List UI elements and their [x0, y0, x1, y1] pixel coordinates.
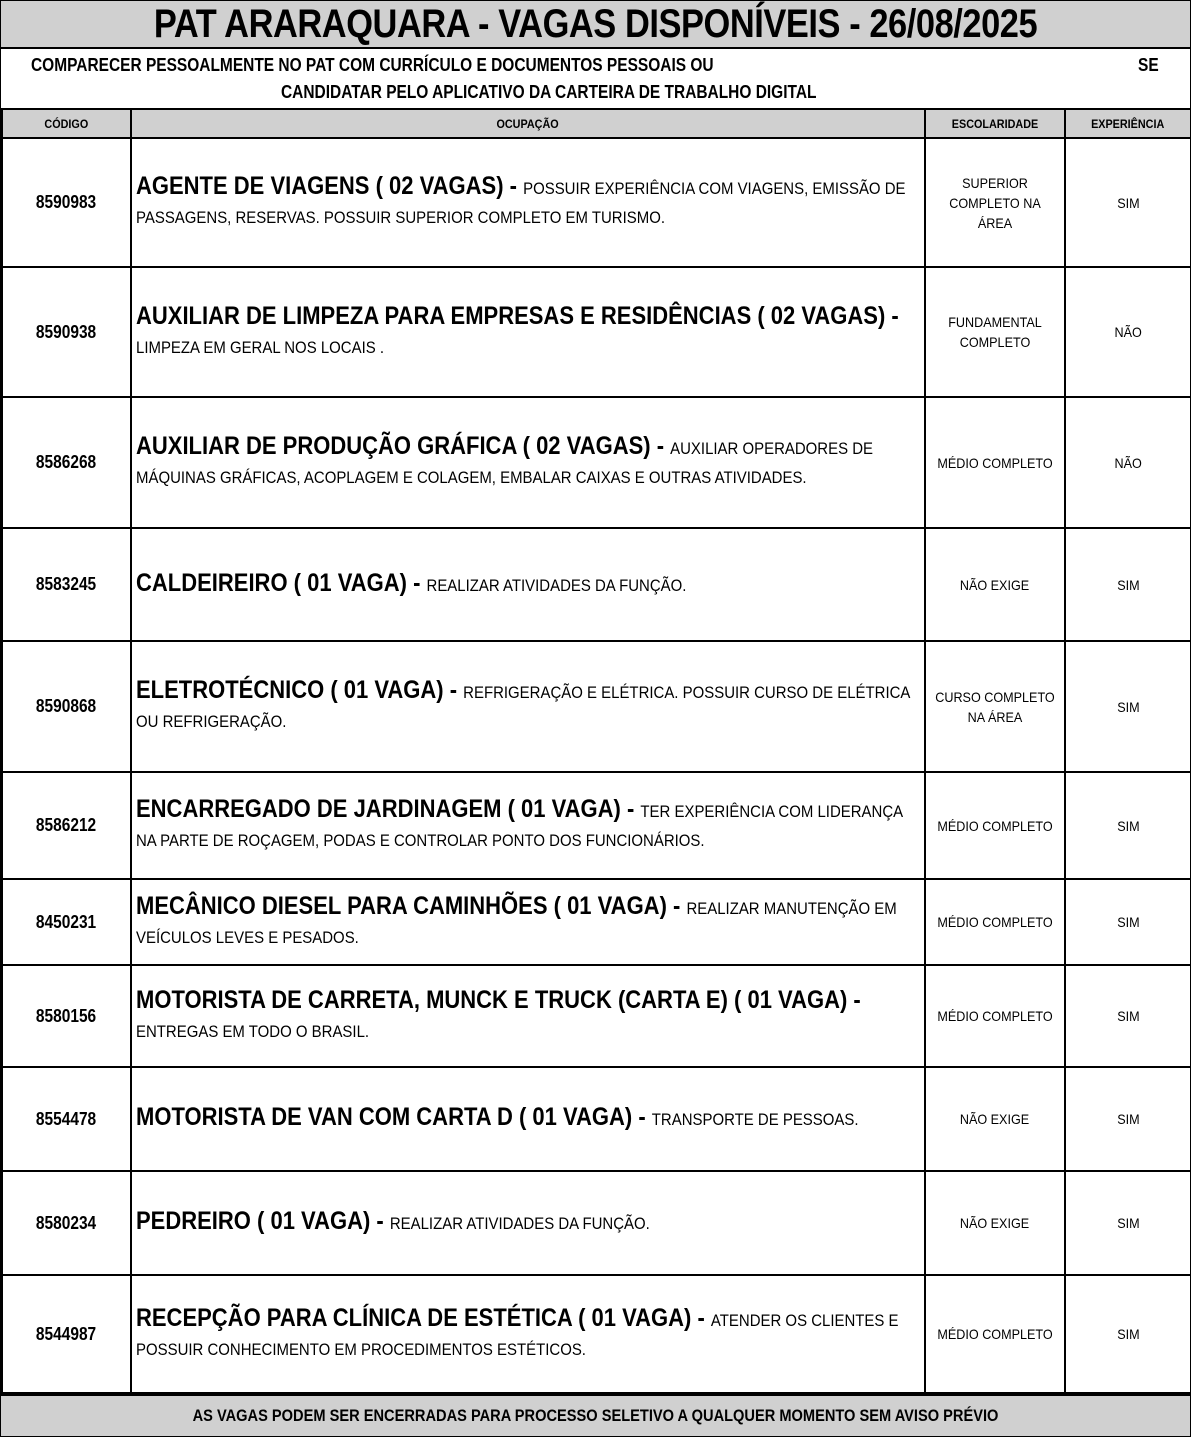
job-code: 8580156	[36, 1005, 97, 1026]
table-row	[2, 641, 1191, 772]
page-title-bar	[1, 1, 1190, 49]
education-requirement: FUNDAMENTAL COMPLETO	[948, 314, 1042, 350]
job-title: CALDEIREIRO ( 01 VAGA) -	[136, 568, 427, 597]
experience-requirement: SIM	[1116, 698, 1140, 715]
experience-cell	[1065, 1171, 1191, 1275]
column-header-code	[2, 110, 131, 138]
job-description: ENTREGAS EM TODO O BRASIL.	[136, 1021, 370, 1041]
job-code: 8583245	[36, 574, 97, 594]
education-cell	[925, 641, 1065, 772]
job-code-cell	[2, 1275, 131, 1393]
job-description: TER EXPERIÊNCIA COM LIDERANÇA NA PARTE DE ROÇAGEM, PODAS E CONTROLAR PONTO DOS FUNCIONÁRIOS.	[136, 802, 903, 850]
education-requirement: NÃO EXIGE	[960, 576, 1030, 593]
notice-line-2: CANDIDATAR PELO APLICATIVO DA CARTEIRA DE TRABALHO DIGITAL	[281, 82, 817, 102]
job-code: 8450231	[36, 911, 97, 932]
education-requirement: MÉDIO COMPLETO	[937, 817, 1053, 834]
education-cell	[925, 879, 1065, 965]
notice-line-1: COMPARECER PESSOALMENTE NO PAT COM CURRÍCULO E DOCUMENTOS PESSOAIS OU	[31, 55, 714, 75]
table-header-row	[2, 110, 1191, 138]
experience-cell	[1065, 528, 1191, 641]
job-code: 8590983	[36, 192, 97, 212]
column-header-experience	[1065, 110, 1191, 138]
job-code: 8586268	[36, 452, 97, 472]
job-code-cell	[2, 1067, 131, 1171]
education-cell	[925, 1171, 1065, 1275]
experience-requirement: SIM	[1116, 1111, 1140, 1127]
experience-cell	[1065, 138, 1191, 267]
job-description: REALIZAR ATIVIDADES DA FUNÇÃO.	[426, 575, 687, 595]
job-code-cell	[2, 397, 131, 528]
job-description: TRANSPORTE DE PESSOAS.	[651, 1110, 859, 1129]
job-title: PEDREIRO ( 01 VAGA) -	[136, 1207, 390, 1235]
notice-se: SE	[1138, 55, 1159, 75]
job-description: ATENDER OS CLIENTES E POSSUIR CONHECIMENTO EM PROCEDIMENTOS ESTÉTICOS.	[136, 1310, 899, 1359]
job-description: POSSUIR EXPERIÊNCIA COM VIAGENS, EMISSÃO DE PASSAGENS, RESERVAS. POSSUIR SUPERIOR COMPLETO EM TURISMO.	[136, 179, 906, 227]
job-title: MOTORISTA DE VAN COM CARTA D ( 01 VAGA) -	[136, 1103, 652, 1131]
education-requirement: MÉDIO COMPLETO	[937, 1008, 1053, 1024]
job-code-cell	[2, 772, 131, 879]
experience-requirement: SIM	[1116, 194, 1140, 211]
experience-cell	[1065, 965, 1191, 1067]
occupation-cell	[131, 138, 925, 267]
experience-requirement: SIM	[1116, 914, 1140, 930]
education-requirement: MÉDIO COMPLETO	[937, 454, 1053, 471]
occupation-cell	[131, 965, 925, 1067]
occupation-cell	[131, 267, 925, 397]
column-header-occupation-label: OCUPAÇÃO	[496, 116, 560, 131]
job-title: MECÂNICO DIESEL PARA CAMINHÕES ( 01 VAGA) -	[136, 891, 687, 920]
table-row	[2, 965, 1191, 1067]
occupation-cell	[131, 879, 925, 965]
occupation-cell	[131, 1275, 925, 1393]
vacancies-table	[1, 110, 1191, 1394]
experience-requirement: SIM	[1116, 1008, 1140, 1024]
job-title: AUXILIAR DE PRODUÇÃO GRÁFICA ( 02 VAGAS) -	[136, 432, 671, 460]
job-code-cell	[2, 641, 131, 772]
experience-cell	[1065, 641, 1191, 772]
job-title: ELETROTÉCNICO ( 01 VAGA) -	[136, 676, 464, 704]
experience-cell	[1065, 397, 1191, 528]
experience-cell	[1065, 772, 1191, 879]
job-description: REALIZAR ATIVIDADES DA FUNÇÃO.	[389, 1214, 650, 1233]
experience-cell	[1065, 879, 1191, 965]
experience-requirement: NÃO	[1114, 324, 1142, 340]
education-requirement: MÉDIO COMPLETO	[937, 914, 1053, 930]
education-cell	[925, 397, 1065, 528]
job-description: REFRIGERAÇÃO E ELÉTRICA. POSSUIR CURSO DE ELÉTRICA OU REFRIGERAÇÃO.	[136, 683, 910, 731]
table-row	[2, 397, 1191, 528]
job-title: ENCARREGADO DE JARDINAGEM ( 01 VAGA) -	[136, 795, 641, 823]
table-row	[2, 772, 1191, 879]
column-header-occupation	[131, 110, 925, 138]
job-code-cell	[2, 138, 131, 267]
experience-requirement: SIM	[1116, 1215, 1140, 1231]
column-header-experience-label: EXPERIÊNCIA	[1091, 116, 1165, 131]
table-row	[2, 528, 1191, 641]
table-row	[2, 1171, 1191, 1275]
job-description: LIMPEZA EM GERAL NOS LOCAIS .	[136, 337, 385, 357]
experience-cell	[1065, 1275, 1191, 1393]
column-header-code-label: CÓDIGO	[44, 116, 89, 131]
education-cell	[925, 1067, 1065, 1171]
education-requirement: MÉDIO COMPLETO	[937, 1326, 1053, 1342]
job-code-cell	[2, 1171, 131, 1275]
job-code-cell	[2, 267, 131, 397]
job-code: 8580234	[36, 1212, 97, 1233]
table-row	[2, 267, 1191, 397]
job-title: MOTORISTA DE CARRETA, MUNCK E TRUCK (CARTA E) ( 01 VAGA) -	[136, 985, 861, 1014]
education-requirement: NÃO EXIGE	[960, 1215, 1030, 1231]
education-cell	[925, 965, 1065, 1067]
job-code: 8586212	[36, 815, 97, 835]
job-title: RECEPÇÃO PARA CLÍNICA DE ESTÉTICA ( 01 VAGA) -	[136, 1303, 711, 1332]
job-title: AGENTE DE VIAGENS ( 02 VAGAS) -	[136, 172, 524, 200]
education-requirement: NÃO EXIGE	[960, 1111, 1030, 1127]
experience-requirement: NÃO	[1114, 454, 1142, 471]
experience-cell	[1065, 267, 1191, 397]
table-row	[2, 1275, 1191, 1393]
job-code: 8544987	[36, 1323, 97, 1344]
occupation-cell	[131, 397, 925, 528]
occupation-cell	[131, 772, 925, 879]
table-row	[2, 879, 1191, 965]
job-description: REALIZAR MANUTENÇÃO EM VEÍCULOS LEVES E PESADOS.	[136, 898, 897, 947]
job-code: 8554478	[36, 1108, 97, 1129]
education-requirement: SUPERIOR COMPLETO NA ÁREA	[949, 174, 1041, 231]
job-code-cell	[2, 879, 131, 965]
footer-disclaimer-bar	[1, 1394, 1190, 1436]
education-cell	[925, 1275, 1065, 1393]
job-code: 8590938	[36, 321, 97, 342]
occupation-cell	[131, 641, 925, 772]
column-header-education-label: ESCOLARIDADE	[951, 116, 1039, 131]
education-cell	[925, 267, 1065, 397]
column-header-education	[925, 110, 1065, 138]
occupation-cell	[131, 528, 925, 641]
experience-requirement: SIM	[1116, 1326, 1140, 1342]
job-title: AUXILIAR DE LIMPEZA PARA EMPRESAS E RESIDÊNCIAS ( 02 VAGAS) -	[136, 301, 899, 330]
job-code-cell	[2, 965, 131, 1067]
education-requirement: CURSO COMPLETO NA ÁREA	[935, 688, 1055, 725]
application-notice	[1, 49, 1190, 110]
job-code-cell	[2, 528, 131, 641]
table-row	[2, 138, 1191, 267]
page-title: PAT ARARAQUARA - VAGAS DISPONÍVEIS - 26/08/2025	[153, 1, 1038, 46]
education-cell	[925, 528, 1065, 641]
footer-disclaimer: AS VAGAS PODEM SER ENCERRADAS PARA PROCESSO SELETIVO A QUALQUER MOMENTO SEM AVISO PRÉVIO	[192, 1406, 999, 1425]
education-cell	[925, 138, 1065, 267]
occupation-cell	[131, 1067, 925, 1171]
table-row	[2, 1067, 1191, 1171]
experience-requirement: SIM	[1116, 817, 1140, 834]
education-cell	[925, 772, 1065, 879]
experience-cell	[1065, 1067, 1191, 1171]
occupation-cell	[131, 1171, 925, 1275]
job-code: 8590868	[36, 696, 97, 716]
job-description: AUXILIAR OPERADORES DE MÁQUINAS GRÁFICAS, ACOPLAGEM E COLAGEM, EMBALAR CAIXAS E OUTRAS ATIVIDADES.	[136, 439, 873, 487]
experience-requirement: SIM	[1116, 576, 1140, 593]
